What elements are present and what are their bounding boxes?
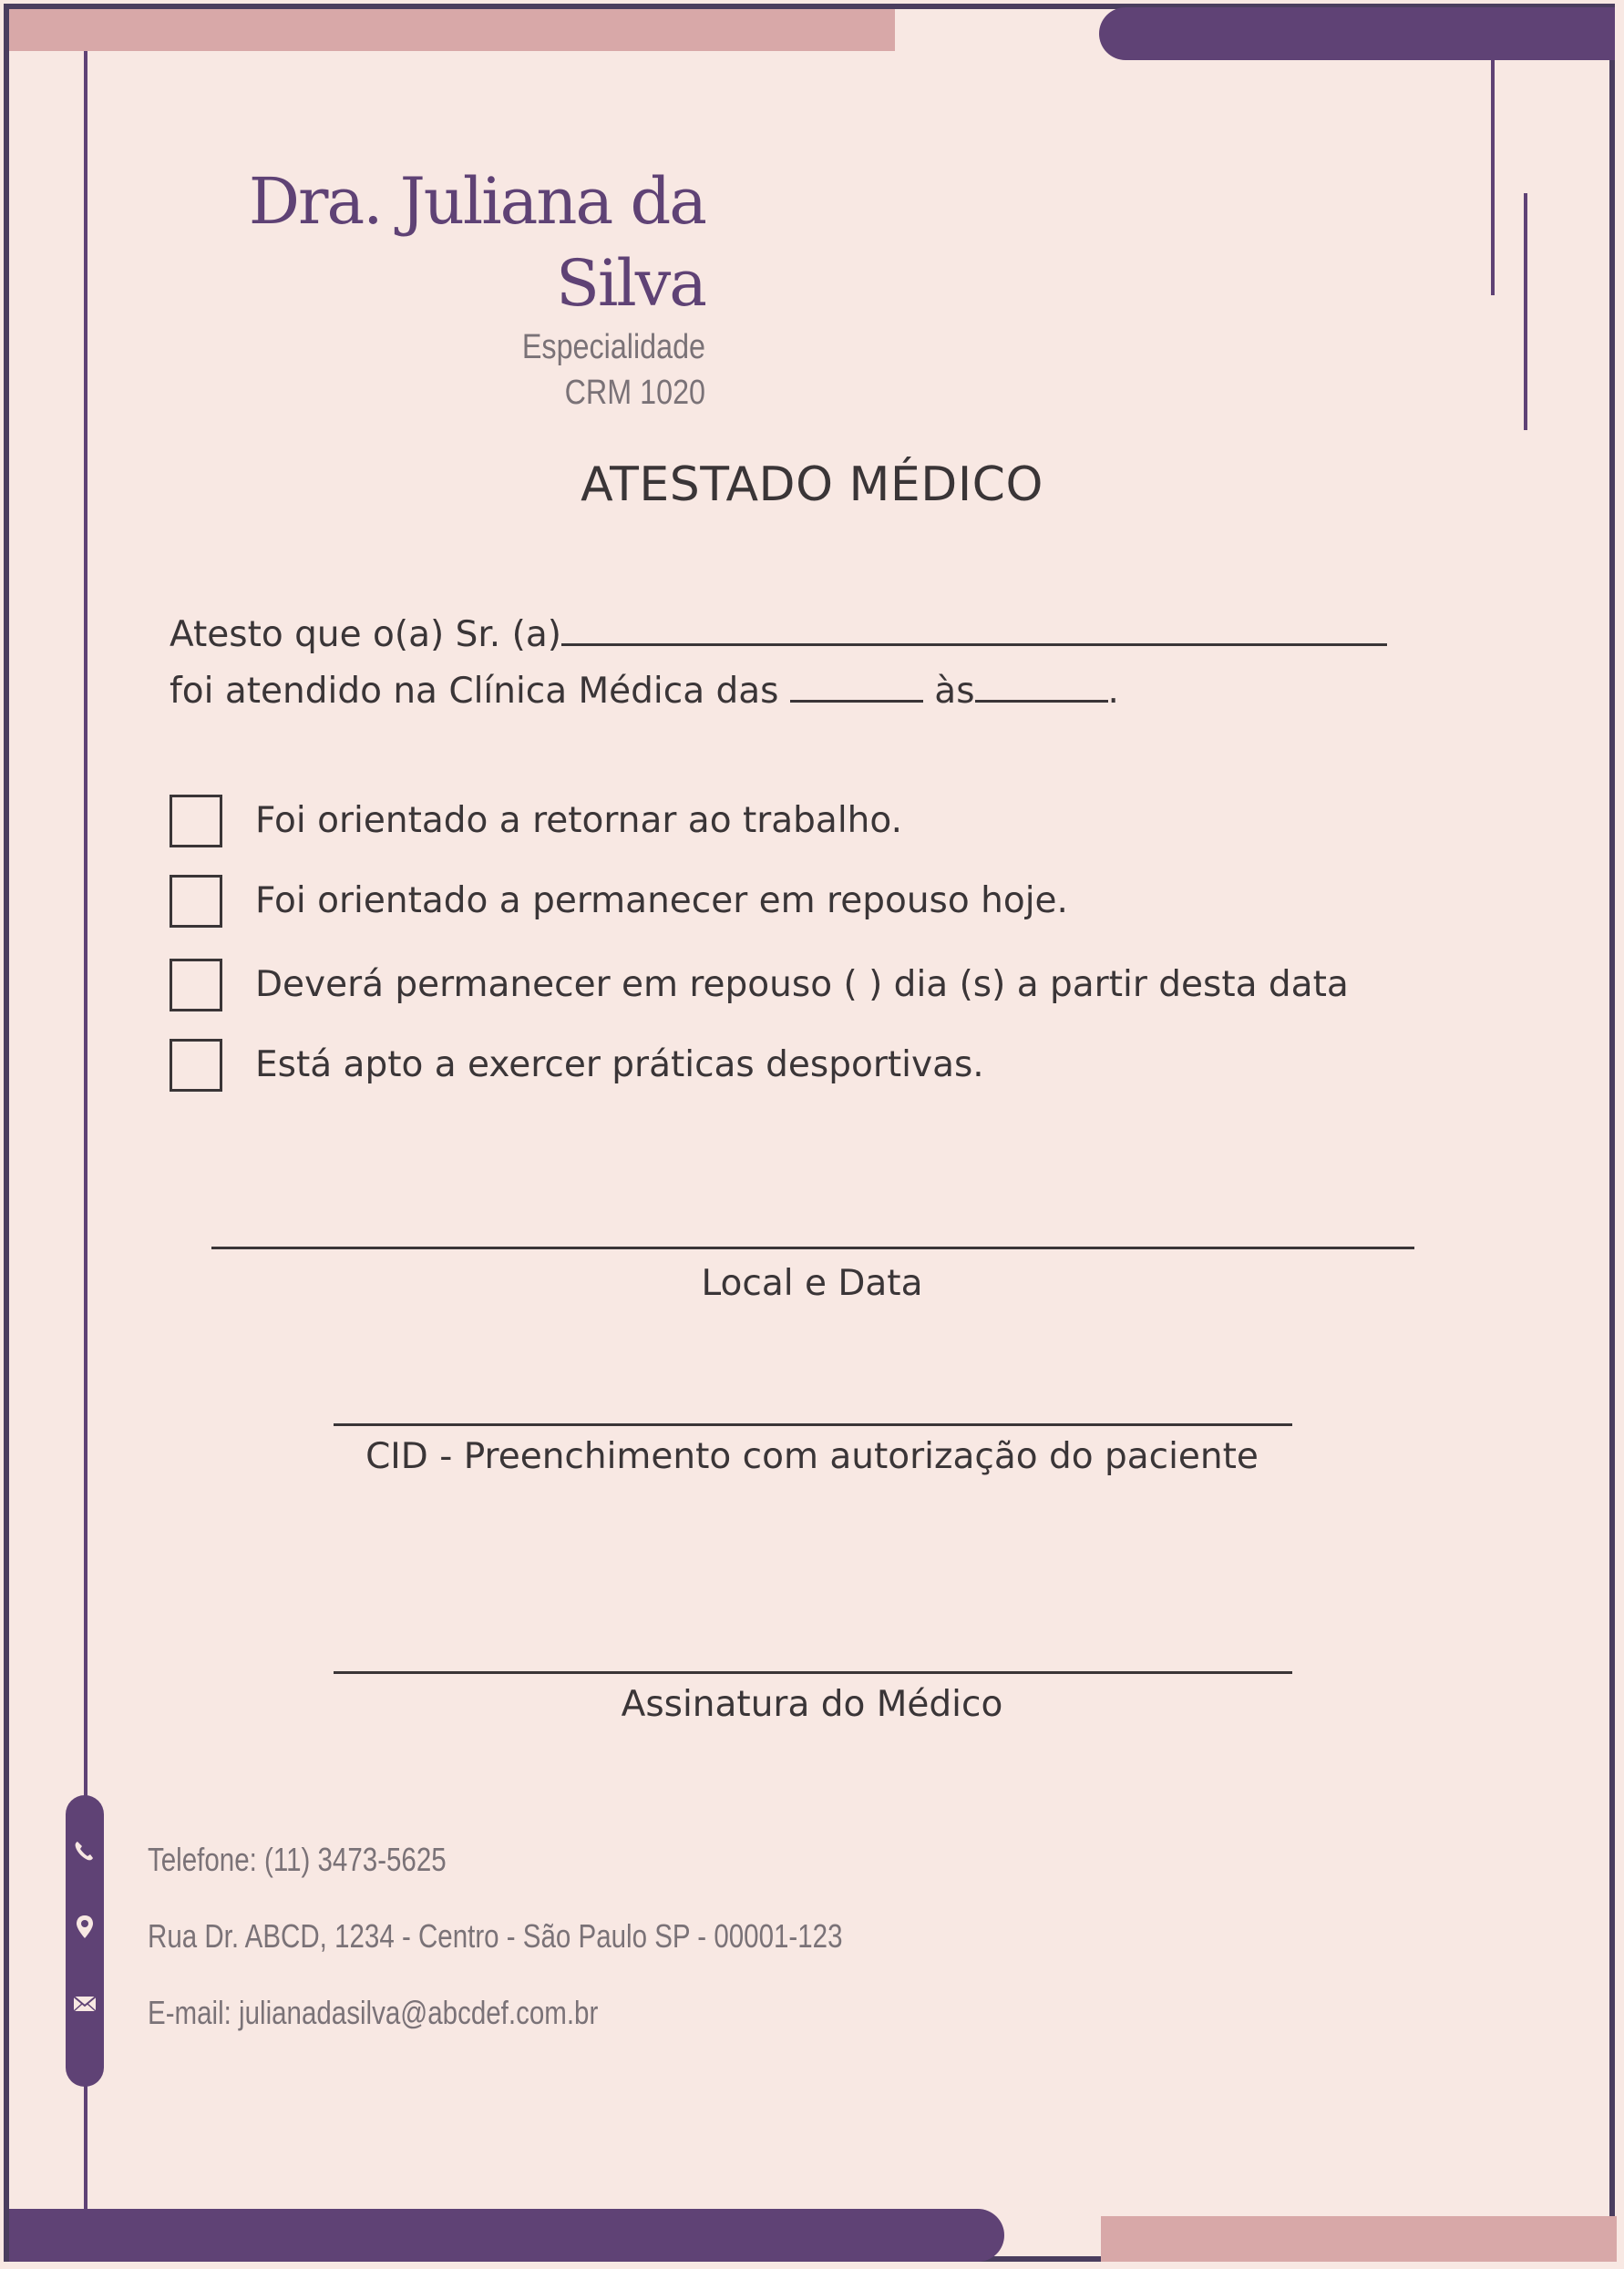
cid-line[interactable] <box>334 1423 1292 1426</box>
bottom-left-accent-bar <box>9 2209 1004 2262</box>
contact-address: Rua Dr. ABCD, 1234 - Centro - São Paulo SP - 00001-123 <box>148 1917 843 1955</box>
option-label: Foi orientado a permanecer em repouso hoje. <box>255 880 1068 921</box>
checkbox[interactable] <box>170 875 222 928</box>
checkbox[interactable] <box>170 1039 222 1092</box>
phone-icon <box>66 1832 104 1870</box>
left-decorative-line-lower <box>84 2083 87 2209</box>
doctor-crm: CRM 1020 <box>564 374 705 412</box>
attestation-line-2 <box>170 667 1119 712</box>
doctor-header <box>182 160 705 416</box>
contact-email: E-mail: julianadasilva@abcdef.com.br <box>148 1994 599 2031</box>
top-left-accent-bar <box>9 9 895 51</box>
doctor-name: Dra. Juliana da Silva <box>248 164 705 321</box>
contact-phone: Telefone: (11) 3473-5625 <box>148 1841 447 1878</box>
checkbox[interactable] <box>170 795 222 847</box>
right-decorative-line <box>1491 60 1495 295</box>
option-label: Deverá permanecer em repouso ( ) dia (s) a partir desta data <box>255 964 1349 1005</box>
location-pin-icon <box>66 1908 104 1946</box>
start-time-field[interactable] <box>790 667 923 703</box>
attendance-end: . <box>1107 671 1119 712</box>
signature-line[interactable] <box>334 1671 1292 1674</box>
attestation-line-1 <box>170 611 1387 655</box>
local-date-line[interactable] <box>211 1247 1414 1249</box>
left-decorative-line <box>84 51 87 1797</box>
option-label: Está apto a exercer práticas desportivas. <box>255 1044 984 1085</box>
bottom-right-accent-bar <box>1101 2216 1617 2262</box>
doctor-specialty: Especialidade <box>521 328 705 366</box>
mail-icon <box>66 1985 104 2023</box>
attestation-prefix: Atesto que o(a) Sr. (a) <box>170 614 561 655</box>
end-time-field[interactable] <box>975 667 1108 703</box>
attendance-prefix: foi atendido na Clínica Médica das <box>170 671 779 712</box>
signature-label: Assinatura do Médico <box>621 1684 1003 1725</box>
local-date-label: Local e Data <box>701 1263 923 1304</box>
option-label: Foi orientado a retornar ao trabalho. <box>255 800 902 841</box>
contact-icon-bar <box>66 1795 104 2087</box>
patient-name-field[interactable] <box>561 611 1387 646</box>
cid-label: CID - Preenchimento com autorização do paciente <box>365 1436 1259 1477</box>
top-right-accent-bar <box>1099 7 1615 60</box>
document-title: ATESTADO MÉDICO <box>581 457 1043 512</box>
right-decorative-line-2 <box>1524 193 1527 430</box>
checkbox[interactable] <box>170 959 222 1011</box>
attendance-middle: às <box>934 671 975 712</box>
